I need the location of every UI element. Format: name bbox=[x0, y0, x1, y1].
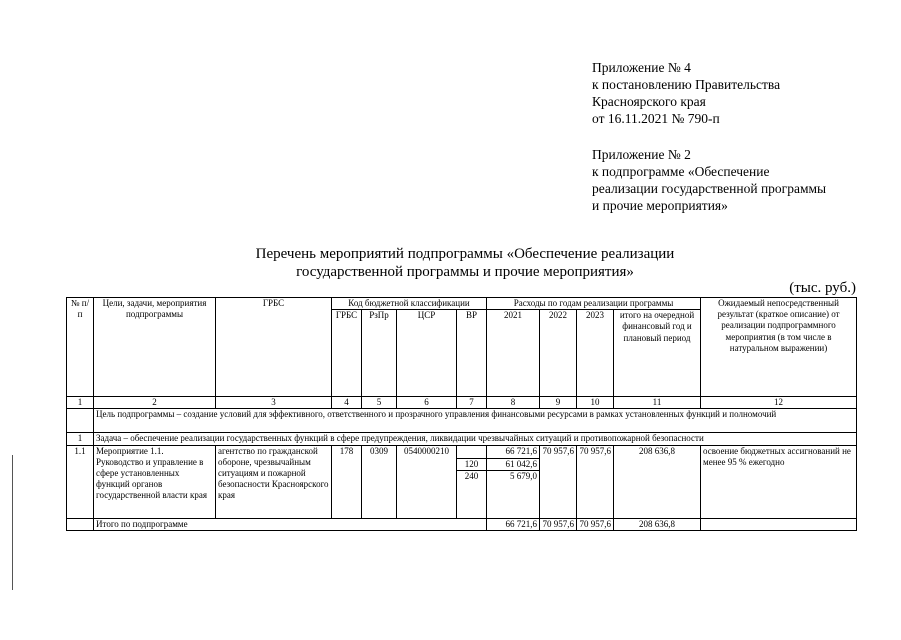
measure-expected: освоение бюджетных ассигнований не менее 95 % ежегодно bbox=[701, 445, 857, 518]
measure-name: Мероприятие 1.1. Руководство и управление в сфере установленных функций органов государственной власти края bbox=[94, 445, 216, 518]
col-number: 9 bbox=[540, 397, 577, 409]
header-code-csr: ЦСР bbox=[397, 310, 457, 397]
task-num: 1 bbox=[67, 433, 94, 445]
header-code-grbs: ГРБС bbox=[332, 310, 362, 397]
header-total: итого на очередной финансовый год и плановый период bbox=[614, 310, 701, 397]
col-number: 8 bbox=[487, 397, 540, 409]
total-2022: 70 957,6 bbox=[540, 518, 577, 530]
header-grbs: ГРБС bbox=[216, 298, 332, 397]
appendix-line-1: Приложение № 4 bbox=[592, 60, 691, 75]
appendix-line-4: от 16.11.2021 № 790-п bbox=[592, 111, 720, 126]
total-2023: 70 957,6 bbox=[577, 518, 614, 530]
header-year-2022: 2022 bbox=[540, 310, 577, 397]
measure-vr-1: 120 bbox=[457, 458, 487, 470]
col-number: 1 bbox=[67, 397, 94, 409]
appendix-line-5: Приложение № 2 bbox=[592, 147, 691, 162]
measure-code-csr: 0540000210 bbox=[397, 445, 457, 518]
appendix-line-8: и прочие мероприятия» bbox=[592, 198, 728, 213]
header-num: № п/п bbox=[67, 298, 94, 397]
task-row: Задача – обеспечение реализации государственных функций в сфере предупреждения, ликвидации чрезвычайных ситуаций и противопожарной безопасности bbox=[94, 433, 857, 445]
appendix-line-2: к постановлению Правительства bbox=[592, 77, 781, 92]
measure-code-rzpr: 0309 bbox=[362, 445, 397, 518]
total-expected-cell bbox=[701, 518, 857, 530]
total-total: 208 636,8 bbox=[614, 518, 701, 530]
appendix-header bbox=[592, 59, 892, 214]
measure-total: 208 636,8 bbox=[614, 445, 701, 518]
col-number: 11 bbox=[614, 397, 701, 409]
appendix-line-7: реализации государственной программы bbox=[592, 181, 827, 196]
measure-vr-2-2021: 5 679,0 bbox=[487, 470, 540, 518]
units-label: (тыс. руб.) bbox=[789, 280, 856, 296]
header-expenses: Расходы по годам реализации программы bbox=[487, 298, 701, 310]
col-number: 5 bbox=[362, 397, 397, 409]
measure-vr-2: 240 bbox=[457, 470, 487, 518]
measures-table bbox=[66, 297, 857, 531]
header-budget-code: Код бюджетной классификации bbox=[332, 298, 487, 310]
col-number: 2 bbox=[94, 397, 216, 409]
measure-vr-empty bbox=[457, 445, 487, 458]
appendix-line-6: к подпрограмме «Обеспечение bbox=[592, 164, 770, 179]
measure-2023: 70 957,6 bbox=[577, 445, 614, 518]
measure-grbs: агентство по гражданской обороне, чрезвычайным ситуациям и пожарной безопасности Красноярского края bbox=[216, 445, 332, 518]
header-year-2021: 2021 bbox=[487, 310, 540, 397]
appendix-line-3: Красноярского края bbox=[592, 94, 706, 109]
document-title bbox=[150, 245, 780, 281]
goal-row: Цель подпрограммы – создание условий для эффективного, ответственного и прозрачного управления финансовыми ресурсами в рамках установленных функций и полномочий bbox=[94, 409, 857, 433]
col-number: 10 bbox=[577, 397, 614, 409]
header-code-vr: ВР bbox=[457, 310, 487, 397]
header-goals: Цели, задачи, мероприятия подпрограммы bbox=[94, 298, 216, 397]
goal-num-cell bbox=[67, 409, 94, 433]
col-number: 6 bbox=[397, 397, 457, 409]
total-label: Итого по подпрограмме bbox=[94, 518, 487, 530]
scan-margin-line bbox=[12, 455, 13, 590]
header-expected: Ожидаемый непосредственный результат (краткое описание) от реализации подпрограммного мероприятия (в том числе в натуральном выражении) bbox=[701, 298, 857, 397]
col-number: 3 bbox=[216, 397, 332, 409]
measure-num: 1.1 bbox=[67, 445, 94, 518]
header-code-rzpr: РзПр bbox=[362, 310, 397, 397]
total-num-cell bbox=[67, 518, 94, 530]
total-2021: 66 721,6 bbox=[487, 518, 540, 530]
col-number: 4 bbox=[332, 397, 362, 409]
header-year-2023: 2023 bbox=[577, 310, 614, 397]
measure-code-grbs: 178 bbox=[332, 445, 362, 518]
measure-2022: 70 957,6 bbox=[540, 445, 577, 518]
col-number: 12 bbox=[701, 397, 857, 409]
col-number: 7 bbox=[457, 397, 487, 409]
title-line-2: государственной программы и прочие мероприятия» bbox=[296, 264, 634, 280]
measure-2021: 66 721,6 bbox=[487, 445, 540, 458]
title-line-1: Перечень мероприятий подпрограммы «Обеспечение реализации bbox=[255, 246, 675, 262]
measure-vr-1-2021: 61 042,6 bbox=[487, 458, 540, 470]
